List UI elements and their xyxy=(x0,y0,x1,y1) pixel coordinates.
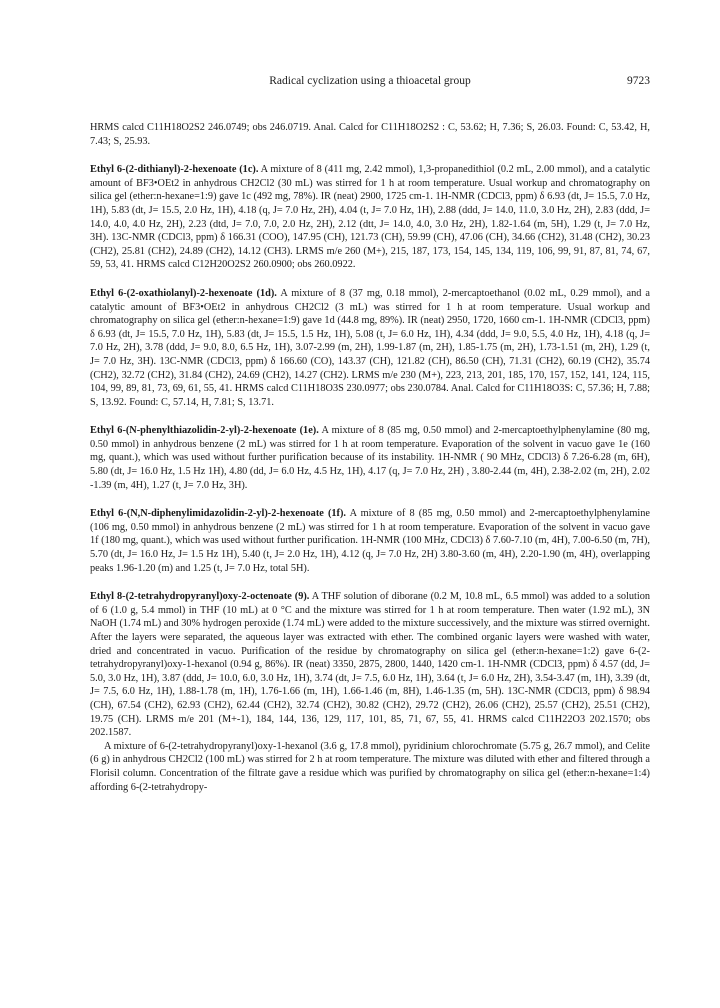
paragraph-text: A mixture of 6-(2-tetrahydropyranyl)oxy-1-hexanol (3.6 g, 17.8 mmol), pyridinium chlorochromate (5.75 g, 26.7 mmol), and Celite (6 g) in anhydrous CH2Cl2 (100 mL) was stirred for 2 h at room temperature. The mixture was diluted with ether and filtered through a Florisil column. Concentration of the filtrate gave a residue which was purified by chromatography on silica gel (ether:n-hexane=1:4) affording 6-(2-tetrahydropy- xyxy=(90,740,650,793)
compound-heading: Ethyl 6-(2-dithianyl)-2-hexenoate (1c). xyxy=(90,164,259,176)
paragraph-hrms-1b xyxy=(90,121,650,148)
compound-heading: Ethyl 6-(2-oxathiolanyl)-2-hexenoate (1d). xyxy=(90,287,277,299)
running-title: Radical cyclization using a thioacetal group xyxy=(269,75,471,87)
page-number: 9723 xyxy=(627,75,650,87)
paragraph-text: A mixture of 8 (411 mg, 2.42 mmol), 1,3-propanedithiol (0.2 mL, 2.00 mmol), and a catalytic amount of BF3•OEt2 in anhydrous CH2Cl2 (30 mL) was stirred for 1 h at room temperature. Usual workup and chromatography on silica gel (ether:n-hexane=1:9) gave 1c (492 mg, 78%). IR (neat) 2900, 1725 cm-1. 1H-NMR (CDCl3, ppm) δ 6.93 (dt, J= 15.5, 7.0 Hz, 1H), 5.83 (dt, J= 15.5, 2.0 Hz, 1H), 4.18 (q, J= 7.0 Hz, 2H), 4.04 (t, J= 7.0 Hz, 1H), 2.88 (ddd, J= 14.0, 11.0, 3.0 Hz, 2H), 2.83 (ddd, J= 14.0, 4.0, 4.0 Hz, 2H), 2.23 (dtd, J= 7.0, 7.0, 2.0 Hz, 2H), 2.12 (dtt, J= 14.0, 4.0, 3.0 Hz, 2H), 1.82-1.64 (m, 5H), 1.29 (t, J= 7.0 Hz, 3H). 13C-NMR (CDCl3, ppm) δ 166.31 (COO), 147.95 (CH), 121.73 (CH), 59.99 (CH), 47.06 (CH), 34.66 (CH2), 31.48 (CH2), 30.23 (CH2), 25.81 (CH2), 24.89 (CH2), 14.12 (CH3). LRMS m/e 260 (M+), 215, 187, 173, 154, 145, 134, 119, 106, 99, 91, 87, 81, 74, 67, 59, 53, 41. HRMS calcd C12H20O2S2 260.0900; obs 260.0922. xyxy=(90,164,650,271)
paragraph-compound-1f xyxy=(90,507,650,575)
paragraph-text: A mixture of 8 (37 mg, 0.18 mmol), 2-mercaptoethanol (0.02 mL, 0.29 mmol), and a catalytic amount of BF3•OEt2 in anhydrous CH2Cl2 (3 mL) was stirred for 1 h at room temperature. Usual workup and chromatography on silica gel (ether:n-hexane=1:9) gave 1d (44.8 mg, 89%). IR (neat) 2950, 1720, 1660 cm-1. 1H-NMR (CDCl3, ppm) δ 6.93 (dt, J= 15.5, 7.0 Hz, 1H), 5.83 (dt, J= 15.5, 1.5 Hz, 1H), 5.08 (t, J= 6.0 Hz, 1H), 4.34 (ddd, J= 9.0, 5.5, 4.0 Hz, 1H), 4.18 (q, J= 7.0 Hz, 2H), 3.78 (ddd, J= 9.0, 8.0, 6.5 Hz, 1H), 3.07-2.99 (m, 2H), 1.99-1.87 (m, 2H), 1.85-1.75 (m, 2H), 1.73-1.51 (m, 2H), 1.29 (t, J= 7.0 Hz, 3H). 13C-NMR (CDCl3, ppm) δ 166.60 (CO), 143.37 (CH), 121.82 (CH), 86.50 (CH), 71.31 (CH2), 60.19 (CH2), 35.74 (CH2), 32.72 (CH2), 31.84 (CH2), 24.69 (CH2), 14.27 (CH2). LRMS m/e 230 (M+), 223, 213, 201, 185, 170, 157, 152, 141, 124, 115, 104, 99, 89, 81, 73, 69, 61, 55, 41. HRMS calcd C11H18O3S 230.0977; obs 230.0784. Anal. Calcd for C11H18O3S: C, 57.36; H, 7.88; S, 13.92. Found: C, 57.14, H, 7.81; S, 13.71. xyxy=(90,287,650,408)
paragraph-oxidation xyxy=(90,740,650,794)
compound-heading: Ethyl 6-(N,N-diphenylimidazolidin-2-yl)-2-hexenoate (1f). xyxy=(90,508,346,520)
paragraph-compound-1e xyxy=(90,424,650,492)
article-body xyxy=(90,121,650,794)
paragraph-text: HRMS calcd C11H18O2S2 246.0749; obs 246.0719. Anal. Calcd for C11H18O2S2 : C, 53.62; H, 7.36; S, 26.03. Found: C, 53.42, H, 7.43; S, 25.93. xyxy=(90,122,650,147)
paragraph-text: A THF solution of diborane (0.2 M, 10.8 mL, 6.5 mmol) was added to a solution of 6 (1.0 g, 5.4 mmol) in THF (10 mL) at 0 °C and the mixture was stirred for 1 h at room temperature. Then water (1.92 mL), 3N NaOH (1.74 mL) and 30% hydrogen peroxide (1.74 mL) were added to the mixture successively, and the mixture was stirred overnight. After the layers were separated, the aqueous layer was extracted with ether. The combined organic layers were washed with water, dried and concentrated in vacuo. Purification of the residue by chromatography on silica gel (ether:n-hexane=1:2) gave 6-(2-tetrahydropyranyl)oxy-1-hexanol (0.94 g, 86%). IR (neat) 3350, 2875, 2800, 1440, 1420 cm-1. 1H-NMR (CDCl3, ppm) δ 4.57 (dd, J= 5.0, 3.0 Hz, 1H), 3.87 (ddd, J= 10.0, 6.0, 3.0 Hz, 1H), 3.74 (dt, J= 7.5, 6.0 Hz, 1H), 3.64 (t, J= 6.0 Hz, 2H), 3.54-3.47 (m, 1H), 3.39 (dt, J= 7.5, 6.0 Hz, 1H), 1.88-1.78 (m, 1H), 1.76-1.66 (m, 1H), 1.66-1.46 (m, 8H), 1.46-1.35 (m, 5H). 13C-NMR (CDCl3, ppm) δ 98.94 (CH), 67.54 (CH2), 62.93 (CH2), 62.44 (CH2), 32.74 (CH2), 30.82 (CH2), 29.72 (CH2), 26.06 (CH2), 25.57 (CH2), 25.51 (CH2), 19.75 (CH). LRMS m/e 201 (M+-1), 184, 144, 136, 129, 117, 101, 85, 71, 67, 55, 41. HRMS calcd C11H22O3 202.1570; obs 202.1587. xyxy=(90,591,650,739)
paragraph-compound-1c xyxy=(90,163,650,272)
paragraph-text: A mixture of 8 (85 mg, 0.50 mmol) and 2-mercaptoethylphenylamine (106 mg, 0.50 mmol) in anhydrous benzene (2 mL) was stirred for 1 h at room temperature. Evaporation of the solvent in vacuo gave 1f (180 mg, quant.), which was used without further purification. 1H-NMR (100 MHz, CDCl3) δ 7.60-7.10 (m, 4H), 7.00-6.50 (m, 7H), 5.70 (dt, J= 16.0 Hz, J= 1.5 Hz 1H), 5.40 (t, J= 2.0 Hz, 1H), 4.12 (q, J= 7.0 Hz, 2H) 3.80-3.60 (m, 4H), 2.20-1.90 (m, 4H), overlapping peaks 1.96-1.20 (m) and 1.25 (t, J= 7.0 Hz, total 5H). xyxy=(90,508,650,574)
paragraph-compound-1d xyxy=(90,287,650,409)
paragraph-compound-9 xyxy=(90,590,650,740)
compound-heading: Ethyl 6-(N-phenylthiazolidin-2-yl)-2-hexenoate (1e). xyxy=(90,425,319,437)
compound-heading: Ethyl 8-(2-tetrahydropyranyl)oxy-2-octenoate (9). xyxy=(90,591,310,603)
paragraph-text: A mixture of 8 (85 mg, 0.50 mmol) and 2-mercaptoethylphenylamine (80 mg, 0.50 mmol) in anhydrous benzene (2 mL) was stirred for 1 h at room temperature. Evaporation of the solvent in vacuo gave 1e (160 mg, quant.), which was used without further purification because of its instability. 1H-NMR ( 90 MHz, CDCl3) δ 7.26-6.28 (m, 6H), 5.80 (dt, J= 16.0 Hz, 1.5 Hz 1H), 4.80 (dd, J= 6.0 Hz, 4.5 Hz, 1H), 4.17 (q, J= 7.0 Hz, 2H) , 3.80-2.44 (m, 4H), 2.38-2.02 (m, 2H), 2.02 -1.39 (m, 4H), 1.27 (t, J= 7.0 Hz, 3H). xyxy=(90,425,651,491)
page-header xyxy=(90,75,650,93)
